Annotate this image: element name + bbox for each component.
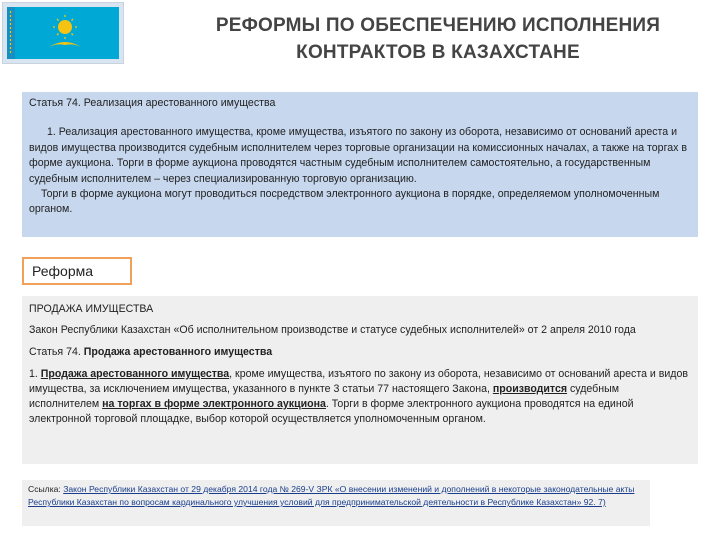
reform-p-bold-3: на торгах в форме электронного аукциона [102, 398, 326, 410]
reform-p-text-3: . Торги в форме электронного аукциона проводятся на единой электронной торговой площадке, выбор которой осуществляется уполномоченным органом. [29, 398, 634, 425]
reform-p-text-1: , кроме имущества, изъятого по закону из оборота, независимо от оснований ареста и видов имущества, за исключением имущества, указанного в пункте 3 статьи 77 настоящего Закона, [29, 368, 689, 395]
page-title [160, 12, 716, 66]
reform-p-num: 1. [29, 368, 41, 380]
reform-p-text-2: судебным исполнителем [29, 383, 620, 410]
current-article-box [22, 92, 698, 237]
article-heading: Статья 74. Реализация арестованного имущества [29, 97, 276, 109]
reform-article-prefix: Статья 74. [29, 346, 84, 358]
reference-prefix: Ссылка: [28, 484, 64, 494]
kazakhstan-flag-icon [2, 2, 124, 64]
reform-law: Закон Республики Казахстан «Об исполнительном производстве и статусе судебных исполнителей» от 2 апреля 2010 года [29, 324, 636, 336]
reform-p-bold-1: Продажа арестованного имущества [40, 368, 230, 380]
title-line-2: КОНТРАКТОВ В КАЗАХСТАНЕ [296, 42, 580, 63]
reform-article-line [29, 345, 691, 360]
reform-box [22, 296, 698, 464]
reference-link[interactable]: Закон Республики Казахстан от 29 декабря 2014 года № 269-V ЗРК «О внесении изменений и дополнений в некоторые законодательные акты Республики Казахстан по вопросам кардинального улучшения условий для предпринимательской деятельности в Республике Казахстан» 92. 7) [28, 484, 635, 507]
article-paragraph-1: 1. Реализация арестованного имущества, кроме имущества, изъятого по закону из оборота, независимо от оснований ареста и видов имущества производится судебным исполнителем через торговые организации на комиссионных началах, а также на торгах в форме аукциона. Торги в форме аукциона проводятся частным судебным исполнителем самостоятельно, а государственным судебным исполнителем – через специализированную торговую организацию. [29, 126, 687, 185]
reference-box [22, 480, 650, 526]
reform-heading: ПРОДАЖА ИМУЩЕСТВА [29, 303, 154, 315]
reform-paragraph [29, 367, 691, 427]
reform-tab: Реформа [22, 257, 132, 285]
title-line-1: РЕФОРМЫ ПО ОБЕСПЕЧЕНИЮ ИСПОЛНЕНИЯ [215, 15, 661, 36]
reform-p-bold-2: производится [492, 383, 568, 395]
reform-article-title: Продажа арестованного имущества [83, 346, 273, 358]
article-paragraph-2: Торги в форме аукциона могут проводиться посредством электронного аукциона в порядке, определяемом уполномоченным органом. [29, 188, 660, 216]
